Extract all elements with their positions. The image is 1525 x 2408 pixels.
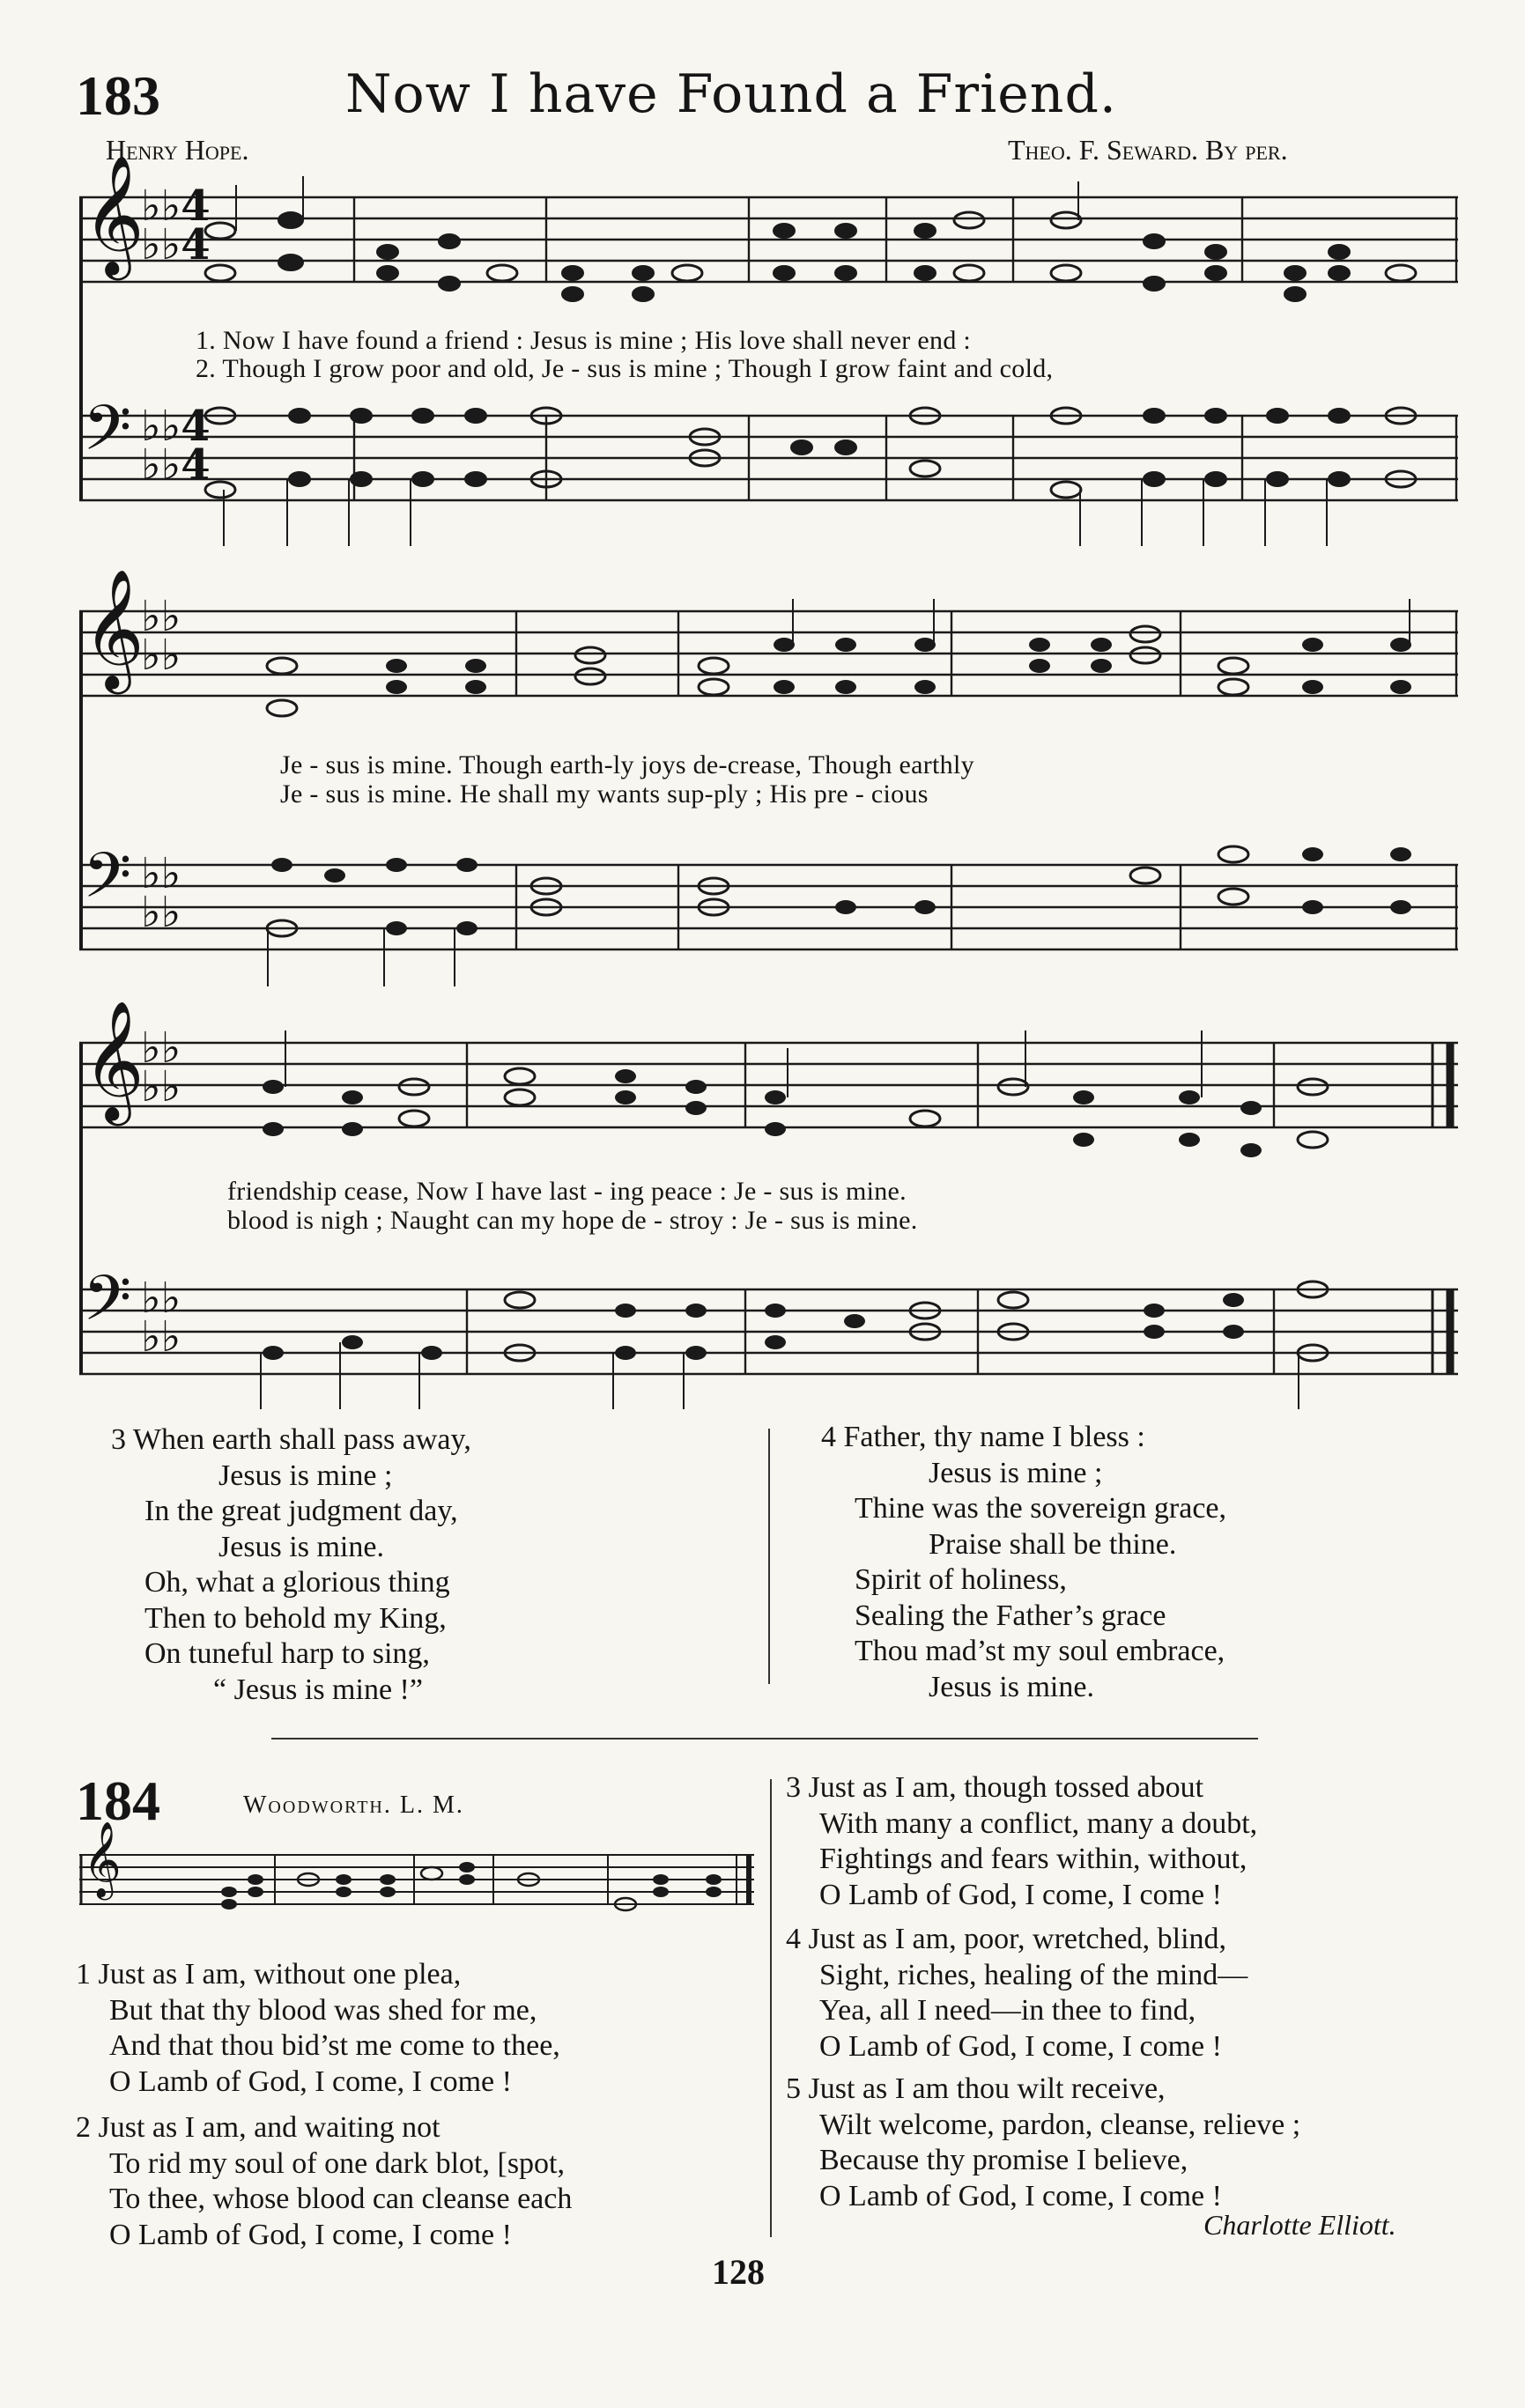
section-divider: [271, 1738, 1258, 1740]
lyric-line: 2. Though I grow poor and old, Je - sus is mine ; Though I grow faint and cold,: [196, 354, 1054, 383]
verse-line: Thou mad’st my soul embrace,: [855, 1635, 1225, 1667]
key-signature-treble: ♭♭ ♭♭: [141, 592, 181, 680]
column-divider: [768, 1429, 770, 1684]
tune-name: Woodworth. L. M.: [243, 1791, 464, 1819]
verse-line: Fightings and fears within, without,: [819, 1843, 1247, 1875]
hymn-title: Now I have Found a Friend.: [345, 63, 1117, 125]
verse-line: Yea, all I need—in thee to find,: [819, 1994, 1196, 2027]
verse-line: “ Jesus is mine !”: [213, 1673, 423, 1706]
key-signature-bass: ♭♭ ♭♭: [141, 849, 181, 937]
verse-line: O Lamb of God, I come, I come !: [819, 2029, 1222, 2063]
verse-line: And that thou bid’st me come to thee,: [109, 2029, 560, 2062]
time-signature-treble: ♭♭4 ♭♭4: [141, 181, 211, 270]
verse-line: 2 Just as I am, and waiting not: [76, 2111, 440, 2144]
verse-line: On tuneful harp to sing,: [144, 1637, 430, 1670]
verse-line: Jesus is mine ;: [929, 1456, 1103, 1489]
verse-line: Spirit of holiness,: [855, 1563, 1067, 1596]
verse-line: Because thy promise I believe,: [819, 2144, 1188, 2176]
bass-clef-icon: 𝄢: [83, 1262, 132, 1350]
music-credit: Theo. F. Seward. By per.: [1008, 134, 1288, 166]
lyric-line: Je - sus is mine. Though earth-ly joys de-crease, Though earthly: [280, 750, 974, 779]
author-credit: Charlotte Elliott.: [1203, 2209, 1396, 2241]
verse-line: To thee, whose blood can cleanse each: [109, 2183, 573, 2215]
verse-line: O Lamb of God, I come, I come !: [819, 2179, 1222, 2212]
verse-line: Sight, riches, healing of the mind—: [819, 1958, 1248, 1991]
key-signature-treble: ♭♭ ♭♭: [141, 1023, 181, 1112]
treble-clef-icon: 𝄞: [83, 153, 144, 275]
verse-line: 5 Just as I am thou wilt receive,: [786, 2072, 1166, 2105]
verse-line: 1 Just as I am, without one plea,: [76, 1958, 462, 1991]
bass-clef-icon: 𝄢: [83, 392, 132, 480]
verse-line: With many a conflict, many a doubt,: [819, 1806, 1258, 1840]
verse-line: O Lamb of God, I come, I come !: [109, 2218, 512, 2251]
verse-5: [786, 2072, 1300, 2214]
verse-line: Praise shall be thine.: [929, 1527, 1177, 1561]
verse-line: Oh, what a glorious thing: [144, 1566, 450, 1599]
verse-line: In the great judgment day,: [144, 1495, 458, 1527]
verse-line: Thine was the sovereign grace,: [855, 1492, 1226, 1525]
time-signature-bass: ♭♭4 ♭♭4: [141, 402, 211, 490]
lyric-line: Je - sus is mine. He shall my wants sup-ply ; His pre - cious: [280, 779, 929, 809]
page-number: 128: [712, 2252, 765, 2292]
treble-clef-icon: 𝄞: [83, 567, 144, 689]
lyric-line: blood is nigh ; Naught can my hope de - stroy : Je - sus is mine.: [227, 1206, 918, 1235]
verse-line: 3 When earth shall pass away,: [111, 1423, 471, 1456]
column-divider: [770, 1779, 772, 2237]
verse-line: Sealing the Father’s grace: [855, 1599, 1166, 1632]
music-incipit: [79, 1841, 758, 1946]
verse-4: [786, 1922, 1247, 2065]
hymn-number-184: 184: [76, 1769, 160, 1832]
verse-line: Wilt welcome, pardon, cleanse, relieve ;: [819, 2108, 1301, 2141]
verse-line: Jesus is mine.: [929, 1670, 1094, 1703]
lyric-line: friendship cease, Now I have last - ing peace : Je - sus is mine.: [227, 1177, 907, 1206]
verse-3: [111, 1422, 471, 1708]
verse-line: Then to behold my King,: [144, 1601, 447, 1635]
verse-line: But that thy blood was shed for me,: [109, 1993, 537, 2027]
verse-line: 3 Just as I am, though tossed about: [786, 1771, 1204, 1804]
verse-3: [786, 1770, 1257, 1913]
verse-1: [76, 1957, 560, 2100]
bass-clef-icon: 𝄢: [83, 839, 132, 927]
treble-clef-icon: 𝄞: [83, 1821, 122, 1897]
treble-clef-icon: 𝄞: [83, 999, 144, 1120]
words-credit: Henry Hope.: [106, 134, 249, 166]
verse-line: To rid my soul of one dark blot, [spot,: [109, 2146, 566, 2180]
key-signature-bass: ♭♭ ♭♭: [141, 1274, 181, 1362]
hymn-number-183: 183: [76, 64, 160, 127]
verse-2: [76, 2110, 572, 2253]
verse-4: [821, 1420, 1226, 1705]
verse-line: 4 Father, thy name I bless :: [821, 1421, 1145, 1453]
lyric-line: 1. Now I have found a friend : Jesus is mine ; His love shall never end :: [196, 326, 972, 355]
verse-line: Jesus is mine ;: [218, 1459, 393, 1492]
verse-line: O Lamb of God, I come, I come !: [109, 2065, 512, 2098]
verse-line: Jesus is mine.: [218, 1530, 384, 1563]
verse-line: O Lamb of God, I come, I come !: [819, 1878, 1222, 1911]
verse-line: 4 Just as I am, poor, wretched, blind,: [786, 1923, 1227, 1955]
